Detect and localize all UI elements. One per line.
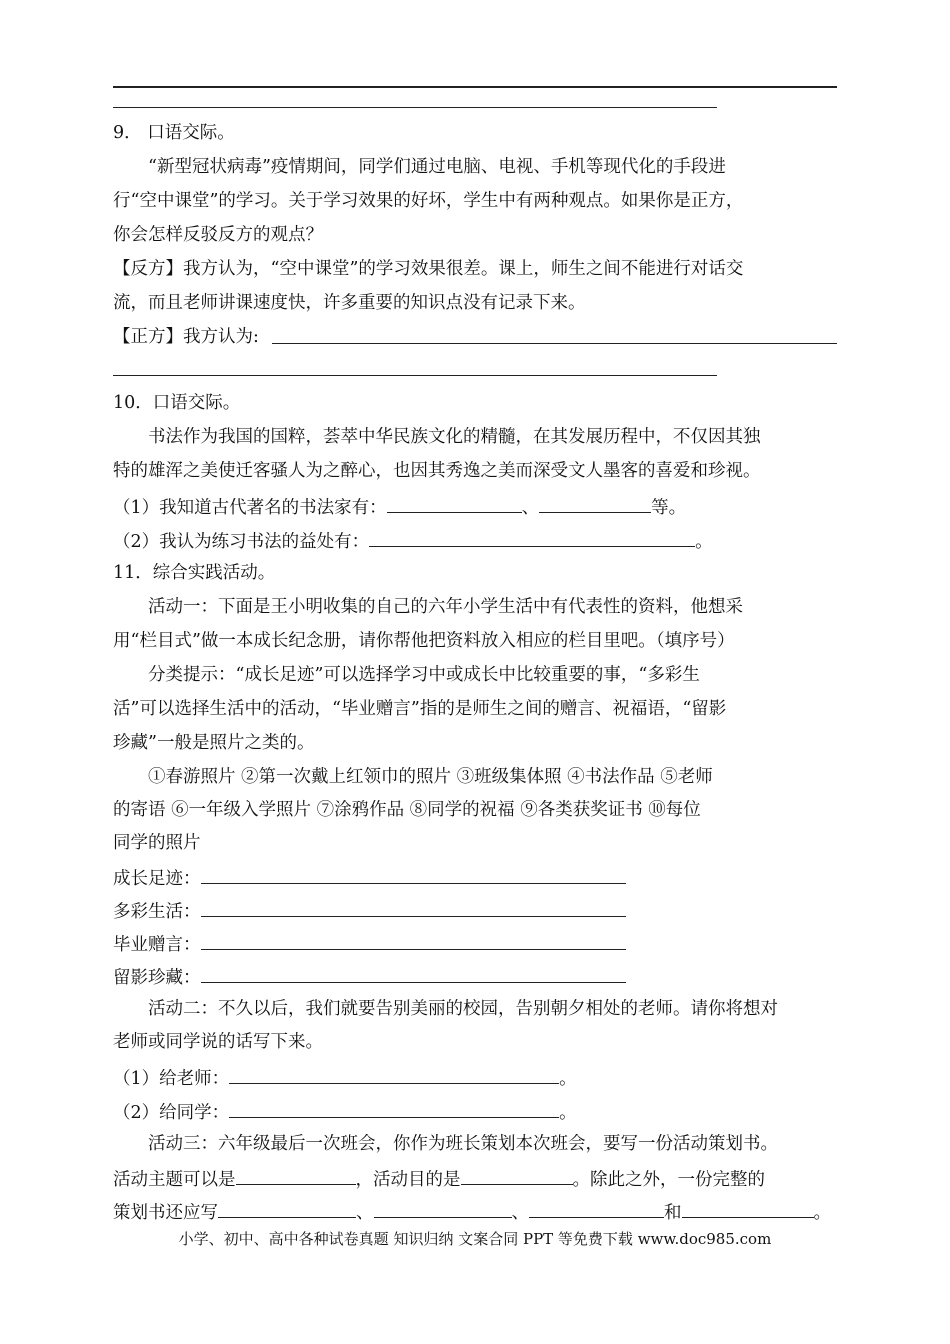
act3-text: 、 (356, 1203, 374, 1223)
category-growth (113, 865, 626, 890)
q10-part2-end: 。 (695, 532, 713, 552)
category-message (113, 931, 626, 956)
category-blank[interactable] (201, 964, 626, 983)
q10-part1-end: 等。 (651, 498, 687, 518)
calligrapher-blank-1[interactable] (387, 494, 522, 513)
plan-blank-4[interactable] (682, 1199, 814, 1218)
q9-pro-blank[interactable] (272, 343, 837, 344)
q10-part1-sep: 、 (521, 498, 540, 518)
to-classmate-row (113, 1099, 577, 1124)
category-photo (113, 964, 626, 989)
q10-part1 (113, 494, 686, 519)
plan-blank-3[interactable] (529, 1199, 664, 1218)
q11-items-line: 同学的照片 (113, 833, 201, 853)
category-blank[interactable] (201, 931, 626, 950)
q11-act3-line: 活动三：六年级最后一次班会，你作为班长策划本次班会，要写一份活动策划书。 (148, 1134, 778, 1154)
answer-line (113, 107, 717, 108)
q9-con-line: 【反方】我方认为，“空中课堂”的学习效果很差。课上，师生之间不能进行对话交 (113, 259, 744, 279)
q11-items-line: ①春游照片 ②第一次戴上红领巾的照片 ③班级集体照 ④书法作品 ⑤老师 (148, 767, 713, 787)
category-label: 成长足迹： (113, 869, 201, 889)
q9-intro-line: 行“空中课堂”的学习。关于学习效果的好坏，学生中有两种观点。如果你是正方， (113, 191, 744, 211)
benefit-blank[interactable] (369, 528, 695, 547)
act3-text: 。除此之外，一份完整的 (572, 1170, 765, 1190)
period: 。 (559, 1069, 577, 1089)
q11-act2-line: 活动二：不久以后，我们就要告别美丽的校园，告别朝夕相处的老师。请你将想对 (148, 999, 778, 1019)
q11-act3-line2 (113, 1166, 765, 1191)
to-classmate-blank[interactable] (229, 1099, 559, 1118)
q9-pro-label: 【正方】我方认为: (113, 327, 259, 347)
plan-blank-2[interactable] (374, 1199, 512, 1218)
q10-intro-line: 特的雄浑之美使迁客骚人为之醉心，也因其秀逸之美而深受文人墨客的喜爱和珍视。 (113, 461, 761, 481)
q11-act1-line: 活动一：下面是王小明收集的自己的六年小学生活中有代表性的资料，他想采 (148, 597, 743, 617)
q11-act2-line: 老师或同学说的话写下来。 (113, 1032, 323, 1052)
category-label: 留影珍藏： (113, 968, 201, 988)
theme-blank[interactable] (236, 1166, 356, 1185)
act3-text: 和 (664, 1203, 682, 1223)
q11-hint-line: 活”可以选择生活中的活动，“毕业赠言”指的是师生之间的赠言、祝福语，“留影 (113, 699, 727, 719)
q9-title: 9． 口语交际。 (113, 123, 235, 143)
to-classmate-label: （2）给同学： (113, 1103, 230, 1123)
q10-intro-line: 书法作为我国的国粹，荟萃中华民族文化的精髓，在其发展历程中，不仅因其独 (148, 427, 761, 447)
to-teacher-row (113, 1065, 577, 1090)
q10-part1-label: （1）我知道古代著名的书法家有： (113, 498, 387, 518)
q11-act3-line3 (113, 1199, 831, 1224)
category-label: 毕业赠言： (113, 935, 201, 955)
q9-con-line: 流，而且老师讲课速度快，许多重要的知识点没有记录下来。 (113, 293, 586, 313)
q10-part2 (113, 528, 713, 553)
act3-text: 、 (511, 1203, 529, 1223)
to-teacher-blank[interactable] (229, 1065, 559, 1084)
q9-pro-blank-2[interactable] (113, 375, 717, 376)
to-teacher-label: （1）给老师： (113, 1069, 230, 1089)
q10-title: 10．口语交际。 (113, 393, 241, 413)
category-life (113, 898, 626, 923)
q9-intro-line: 你会怎样反驳反方的观点？ (113, 225, 323, 245)
category-blank[interactable] (201, 865, 626, 884)
q10-part2-label: （2）我认为练习书法的益处有： (113, 532, 370, 552)
purpose-blank[interactable] (461, 1166, 573, 1185)
q11-title: 11．综合实践活动。 (113, 563, 276, 583)
act3-text: 。 (813, 1203, 831, 1223)
calligrapher-blank-2[interactable] (539, 494, 651, 513)
category-blank[interactable] (201, 898, 626, 917)
q11-hint-line: 珍藏”一般是照片之类的。 (113, 733, 315, 753)
category-label: 多彩生活： (113, 902, 201, 922)
act3-text: 活动主题可以是 (113, 1170, 236, 1190)
q11-hint-line: 分类提示：“成长足迹”可以选择学习中或成长中比较重要的事，“多彩生 (148, 665, 700, 685)
act3-text: 策划书还应写 (113, 1203, 218, 1223)
period: 。 (559, 1103, 577, 1123)
q11-act1-line: 用“栏目式”做一本成长纪念册，请你帮他把资料放入相应的栏目里吧。（填序号） (113, 631, 735, 651)
page-footer: 小学、初中、高中各种试卷真题 知识归纳 文案合同 PPT 等免费下载 www.doc985.com (178, 1230, 772, 1248)
act3-text: ，活动目的是 (355, 1170, 461, 1190)
answer-line (113, 86, 837, 88)
plan-blank-1[interactable] (218, 1199, 356, 1218)
q9-intro-line: “新型冠状病毒”疫情期间，同学们通过电脑、电视、手机等现代化的手段进 (148, 157, 726, 177)
q11-items-line: 的寄语 ⑥一年级入学照片 ⑦涂鸦作品 ⑧同学的祝福 ⑨各类获奖证书 ⑩每位 (113, 800, 701, 820)
